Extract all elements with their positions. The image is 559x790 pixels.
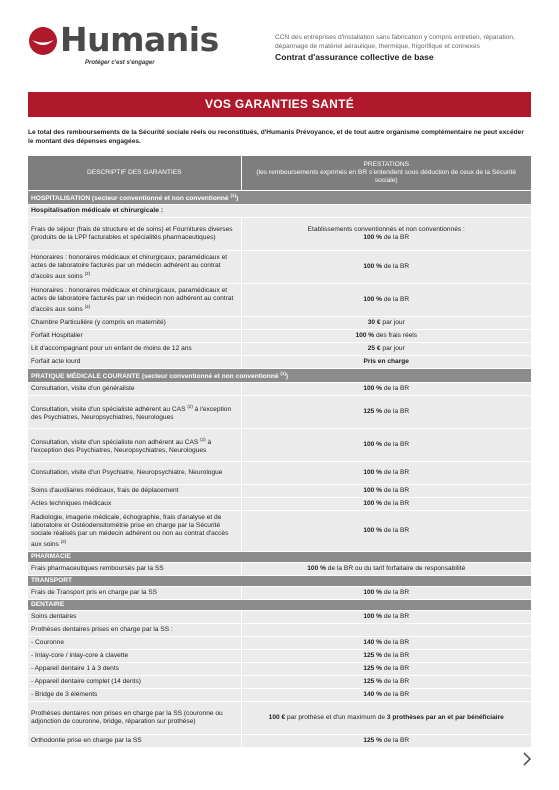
guarantees-table <box>28 156 531 748</box>
row-value: 100 % de la BR <box>241 485 531 498</box>
row-value: 25 € par jour <box>241 343 531 356</box>
row-label: Consultation, visite d'un généraliste <box>28 383 241 396</box>
row-label: Consultation, visite d'un spécialiste non adhérent au CAS $^{(2)}$ à l'exception des Psychiatres, Neuropsychiatres, Neurologues <box>28 429 241 462</box>
brand-tagline: Protéger c'est s'engager <box>85 60 155 66</box>
row-label: Lit d'accompagnant pour un enfant de moins de 12 ans <box>28 343 241 356</box>
row-label: Forfait Hospitalier <box>28 330 241 343</box>
table-row <box>28 284 531 317</box>
table-row <box>28 251 531 284</box>
brand-name: Humanis <box>60 20 219 59</box>
intro-text: Le total des remboursements de la Sécurité sociale réels ou reconstitués, d'Humanis Prévoyance, et de tout autre organisme complémentaire ne peut excéder le montant des dépenses engagées. <box>28 129 524 145</box>
row-label: - Inlay-core / inlay-core à clavette <box>28 650 241 663</box>
row-label: Frais de Transport pris en charge par la SS <box>28 587 241 600</box>
section-dentaire <box>28 600 531 611</box>
table-row <box>28 383 531 396</box>
section-label: TRANSPORT <box>28 576 531 587</box>
table-row <box>28 218 531 251</box>
row-label: Prothèses dentaires non prises en charge par la SS (couronne ou adjonction de couronne, bridge, réparation sur prothèse) <box>28 702 241 735</box>
row-value <box>241 624 531 637</box>
row-label: Honoraires : honoraires médicaux et chirurgicaux, paramédicaux et actes de laboratoire facturés par un médecin adhérent au contrat d'accès aux soins $^{(2)}$ <box>28 251 241 284</box>
row-value: 125 % de la BR <box>241 735 531 748</box>
row-label: Consultation, visite d'un Psychiatre, Neuropsychiatre, Neurologue <box>28 462 241 485</box>
row-label: Forfait acte lourd <box>28 356 241 369</box>
row-value: 100 € par prothèse et d'un maximum de 3 prothèses par an et par bénéficiaire <box>241 702 531 735</box>
col-header-prestations <box>241 156 531 191</box>
row-value: 140 % de la BR <box>241 637 531 650</box>
table-row <box>28 624 531 637</box>
row-label: - Couronne <box>28 637 241 650</box>
table-row <box>28 343 531 356</box>
row-value: 100 % de la BR <box>241 462 531 485</box>
subsection-hospitalisation-medicale: Hospitalisation médicale et chirurgicale : <box>28 205 531 218</box>
row-value: Pris en charge <box>241 356 531 369</box>
chevron-right-icon[interactable] <box>522 752 532 766</box>
col-header-prestations-sub: (les remboursements exprimés en BR s'entendent sous déduction de ceux de la Sécurité sociale) <box>256 169 517 184</box>
table-row <box>28 511 531 552</box>
table-row <box>28 650 531 663</box>
page-banner: VOS GARANTIES SANTÉ <box>28 92 531 117</box>
table-row <box>28 330 531 343</box>
ccn-line: dépannage de matériel aéraulique, thermique, frigorifique et connexes <box>275 43 480 50</box>
section-label: HOSPITALISATION (secteur conventionné et non conventionné <box>31 195 229 203</box>
row-label: Chambre Particulière (y compris en maternité) <box>28 317 241 330</box>
table-row <box>28 689 531 702</box>
row-value: Etablissements conventionnés et non conventionnés : 100 % de la BR <box>241 218 531 251</box>
row-label: - Appareil dentaire 1 à 3 dents <box>28 663 241 676</box>
section-pratique-medicale: PRATIQUE MÉDICALE COURANTE (secteur conventionné et non conventionné $^{(1)}$) <box>28 369 531 383</box>
table-row <box>28 462 531 485</box>
row-label: Frais de séjour (frais de structure et de soins) et Fournitures diverses (produits de la LPP facturables et spécialités pharmaceutiques) <box>28 218 241 251</box>
row-label: Honoraires : honoraires médicaux et chirurgicaux, paramédicaux et actes de laboratoire facturés par un médecin non adhérent au contrat d'accès aux soins $^{(2)}$ <box>28 284 241 317</box>
col-header-prestations-title: PRESTATIONS <box>363 161 410 168</box>
table-row <box>28 735 531 748</box>
row-value: 100 % de la BR <box>241 251 531 284</box>
row-value: 125 % de la BR <box>241 650 531 663</box>
row-value: 100 % de la BR <box>241 383 531 396</box>
table-row <box>28 485 531 498</box>
row-label: Orthodontie prise en charge par la SS <box>28 735 241 748</box>
table-row <box>28 396 531 429</box>
row-label: Frais pharmaceutiques remboursés par la SS <box>28 563 241 576</box>
row-label: Soins d'auxiliaires médicaux, frais de déplacement <box>28 485 241 498</box>
section-label: PRATIQUE MÉDICALE COURANTE (secteur conventionné et non conventionné <box>31 373 279 381</box>
row-label: - Appareil dentaire complet (14 dents) <box>28 676 241 689</box>
table-row <box>28 563 531 576</box>
row-label: - Bridge de 3 éléments <box>28 689 241 702</box>
table-row <box>28 356 531 369</box>
table-row <box>28 637 531 650</box>
table-row <box>28 587 531 600</box>
row-value: 100 % de la BR <box>241 284 531 317</box>
row-value: 125 % de la BR <box>241 676 531 689</box>
row-value: 125 % de la BR <box>241 663 531 676</box>
row-value: 140 % de la BR <box>241 689 531 702</box>
row-label: Soins dentaires <box>28 611 241 624</box>
row-value: 30 € par jour <box>241 317 531 330</box>
row-value: 125 % de la BR <box>241 396 531 429</box>
section-hospitalisation: HOSPITALISATION (secteur conventionné et non conventionné $^{(1)}$) <box>28 191 531 205</box>
row-value: 100 % de la BR <box>241 511 531 552</box>
table-row <box>28 676 531 689</box>
row-label: Prothèses dentaires prises en charge par la SS : <box>28 624 241 637</box>
header-info <box>275 33 540 62</box>
table-header-row <box>28 156 531 191</box>
section-pharmacie <box>28 552 531 563</box>
section-label: PHARMACIE <box>28 552 531 563</box>
col-header-descriptif: DESCRIPTIF DES GARANTIES <box>28 156 241 191</box>
table-row <box>28 498 531 511</box>
row-value: 100 % de la BR <box>241 429 531 462</box>
ccn-line: CCN des entreprises d'installation sans fabrication y compris entretien, réparation, <box>275 34 515 41</box>
section-transport <box>28 576 531 587</box>
row-value: 100 % de la BR <box>241 498 531 511</box>
humanis-logo-icon <box>28 26 58 56</box>
table-row <box>28 663 531 676</box>
table-row <box>28 611 531 624</box>
table-row <box>28 317 531 330</box>
row-value: 100 % de la BR ou du tarif forfaitaire de responsabilité <box>241 563 531 576</box>
row-label: Actes techniques médicaux <box>28 498 241 511</box>
table-row <box>28 429 531 462</box>
row-label: Consultation, visite d'un spécialiste adhérent au CAS $^{(2)}$ à l'exception des Psychiatres, Neuropsychiatres, Neurologues <box>28 396 241 429</box>
table-row <box>28 702 531 735</box>
row-label: Radiologie, imagerie médicale, échographie, frais d'analyse et de laboratoire et Ostéodensitométrie prise en charge par la Sécurité sociale réalisés par un médecin adhérent ou non au contrat d'accès aux soins $^{(2)}$ <box>28 511 241 552</box>
section-label: DENTAIRE <box>28 600 531 611</box>
contract-title: Contrat d'assurance collective de base <box>275 52 434 62</box>
row-value: 100 % des frais réels <box>241 330 531 343</box>
row-value: 100 % de la BR <box>241 611 531 624</box>
row-value: 100 % de la BR <box>241 587 531 600</box>
